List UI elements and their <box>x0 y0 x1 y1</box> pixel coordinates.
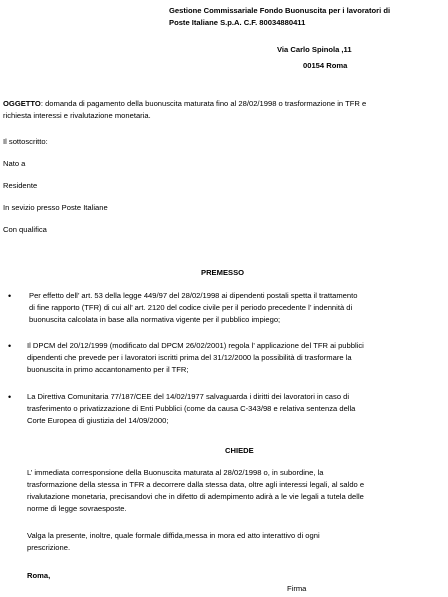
premise-item-3-line-3: Corte Europea di giustizia del 14/09/2000; <box>27 416 169 425</box>
declarant-born: Nato a <box>3 159 26 168</box>
subject-line-2: richiesta interessi e rivalutazione monetaria. <box>3 111 151 120</box>
request-para-2-line-2: prescrizione. <box>27 543 71 552</box>
subject-text: : domanda di pagamento della buonuscita maturata fino al 28/02/1998 o trasformazione in TFR e <box>40 99 367 108</box>
declarant-service: In sevizio presso Poste Italiane <box>3 203 108 212</box>
recipient-address-2: 00154 Roma <box>303 61 348 70</box>
premise-item-2-line-3: buonuscita in primo accantonamento per il TFR; <box>27 365 189 374</box>
premise-bullet-3: • <box>8 392 12 402</box>
declarant-residence: Residente <box>3 181 38 190</box>
premise-bullet-1: • <box>8 291 12 301</box>
request-heading: CHIEDE <box>225 446 254 455</box>
declarant-intro: Il sottoscritto: <box>3 137 48 146</box>
premise-item-1-line-3: buonuscita calcolata in base alla normativa vigente per il pubblico impiego; <box>29 315 281 324</box>
request-para-1-line-3: rivalutazione monetaria, precisandovi che in difetto di adempimento adirà a le vie legali a tutela delle <box>27 492 364 501</box>
premise-bullet-2: • <box>8 341 12 351</box>
recipient-line-1: Gestione Commissariale Fondo Buonuscita per i lavoratori di <box>169 6 391 15</box>
recipient-address-1: Via Carlo Spinola ,11 <box>277 45 352 54</box>
recipient-line-2: Poste Italiane S.p.A. C.F. 80034880411 <box>169 18 306 27</box>
request-para-1-line-1: L’ immediata corresponsione della Buonuscita maturata al 28/02/1998 o, in subordine, la <box>27 468 324 477</box>
premise-item-3-line-2: trasferimento o privatizzazione di Enti Pubblici (come da causa C-343/98 e relativa sentenza della <box>27 404 356 413</box>
subject-line <box>3 99 366 109</box>
declarant-qualification: Con qualifica <box>3 225 47 234</box>
premise-item-3-line-1: La Direttiva Comunitaria 77/187/CEE del 14/02/1977 salvaguarda i diritti dei lavoratori in caso di <box>27 392 350 401</box>
request-para-1-line-2: trasformazione della stessa in TFR a decorrere dalla stessa data, oltre agli interessi legali, al saldo e <box>27 480 365 489</box>
request-para-1-line-4: norme di legge sovraesposte. <box>27 504 127 513</box>
closing-signature: Firma <box>287 584 307 593</box>
premise-item-2-line-1: Il DPCM del 20/12/1999 (modificato dal DPCM 26/02/2001) regola l’ applicazione del TFR ai pubblici <box>27 341 364 350</box>
premise-item-1-line-1: Per effetto dell’ art. 53 della legge 449/97 del 28/02/1998 ai dipendenti postali spetta il trattamento <box>29 291 358 300</box>
premise-item-1-line-2: di fine rapporto (TFR) di cui all’ art. 2120 del codice civile per il periodo precedente l’ indennità di <box>29 303 353 312</box>
premise-item-2-line-2: dipendenti che prevede per i lavoratori iscritti prima del 31/12/2000 la possibilità di trasformare la <box>27 353 352 362</box>
premise-heading: PREMESSO <box>201 268 245 277</box>
closing-place: Roma, <box>27 571 51 580</box>
subject-label: OGGETTO <box>3 99 41 108</box>
request-para-2-line-1: Valga la presente, inoltre, quale formale diffida,messa in mora ed atto interattivo di ogni <box>27 531 320 540</box>
